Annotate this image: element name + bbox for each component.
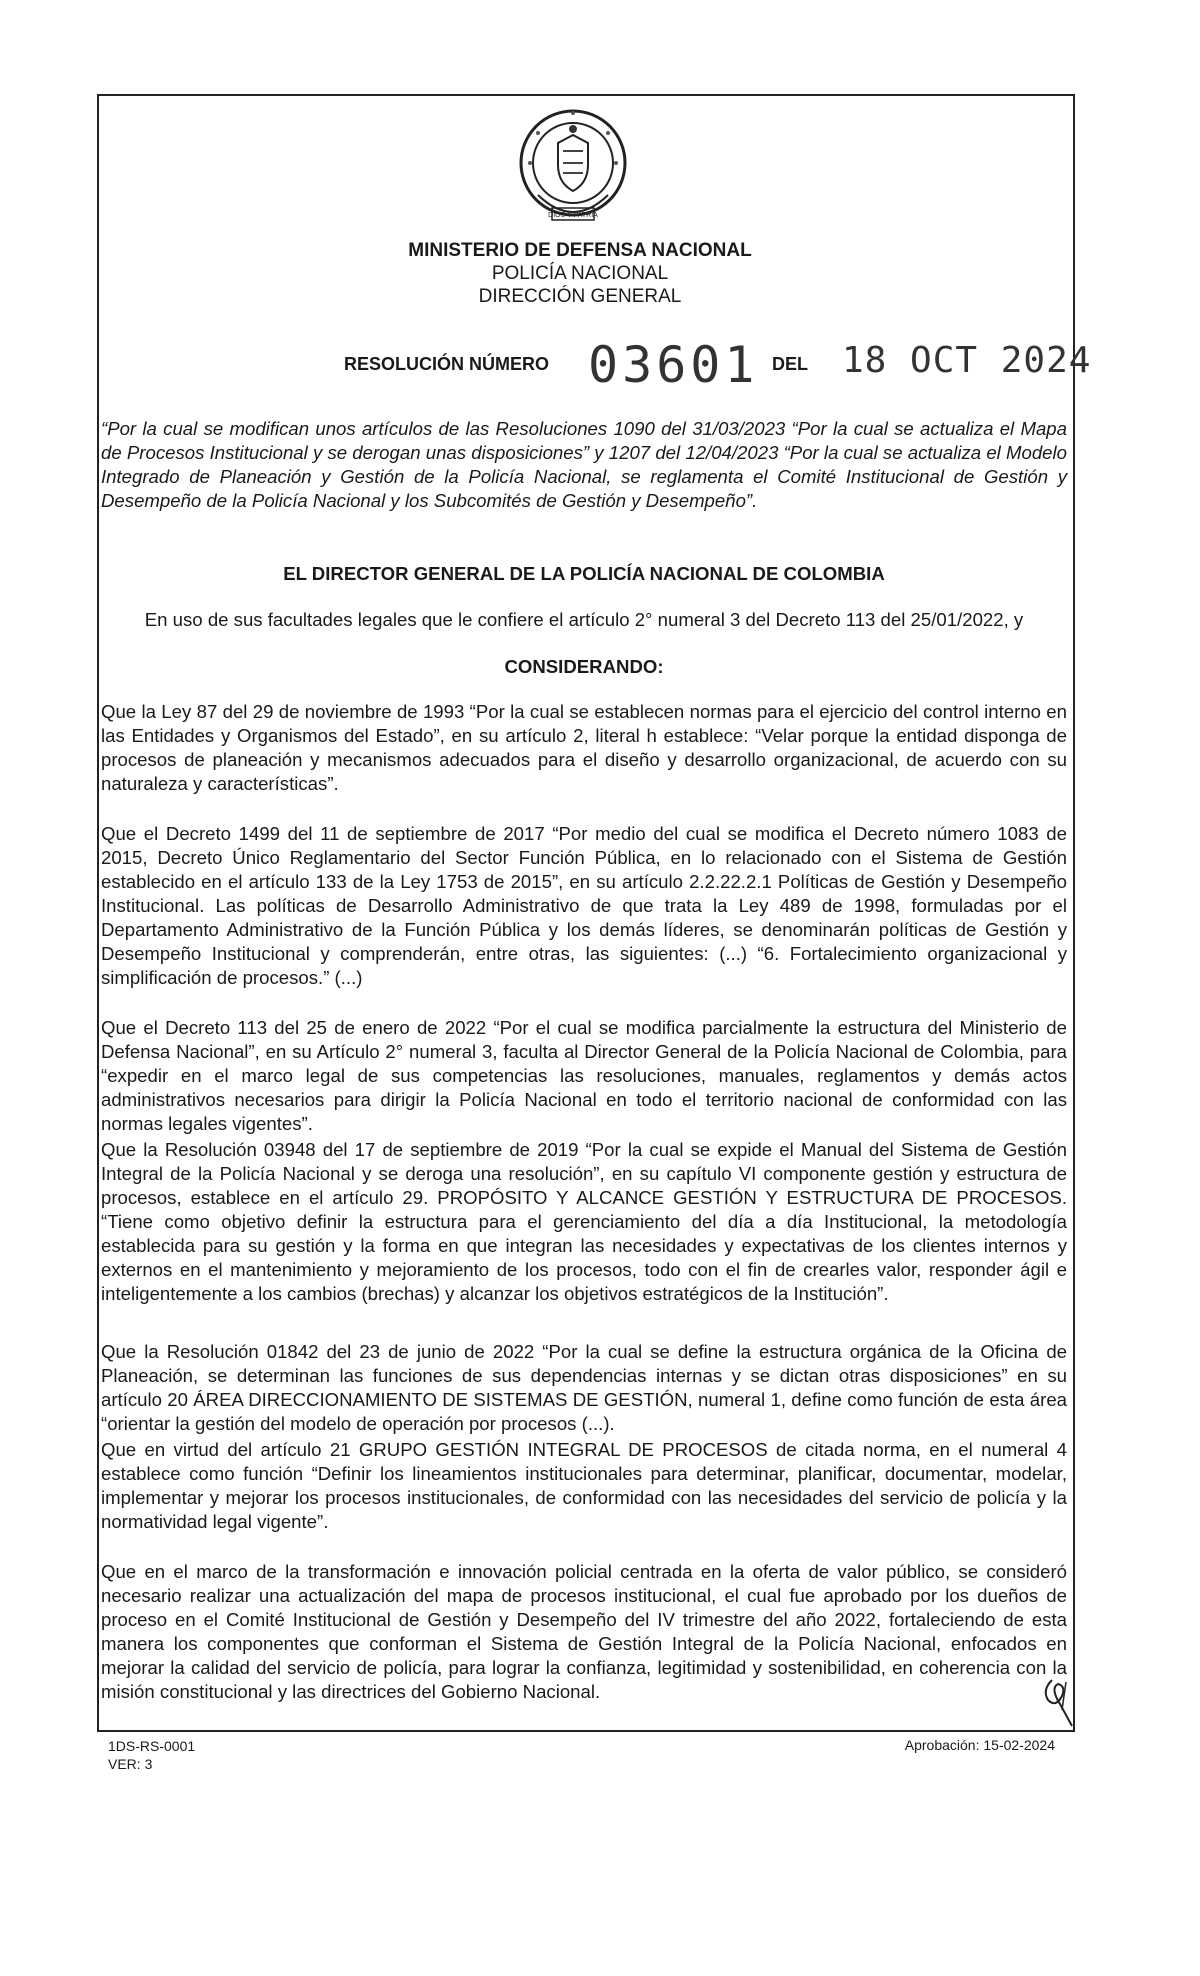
resolution-number: 03601 <box>588 336 759 394</box>
faculties-text: En uso de sus facultades legales que le confiere el artículo 2° numeral 3 del Decreto 113 del 25/01/2022, y <box>144 609 1024 630</box>
paragraph: Que la Resolución 03948 del 17 de septiembre de 2019 “Por la cual se expide el Manual del Sistema de Gestión Integral de la Policía Nacional y se deroga una resolución”, en su capítulo VI componente gestión y estructura de procesos, establece en el artículo 29. PROPÓSITO Y ALCANCE GESTIÓN Y ESTRUCTURA DE PROCESOS. “Tiene como objetivo definir la estructura para el gerenciamiento del día a día Institucional, la metodología establecida para su gestión y la forma en que integran las necesidades y expectativas de los clientes internos y externos en el mantenimiento y mejoramiento de los procesos, todo con el fin de crearles valor, responder ágil e inteligentemente a los cambios (brechas) y alcanzar los objetivos estratégicos de la Institución”. <box>101 1139 1067 1304</box>
paragraph: Que la Resolución 01842 del 23 de junio de 2022 “Por la cual se define la estructura orgánica de la Oficina de Planeación, se determinan las funciones de sus dependencias internas y se dictan otras disposiciones” en su artículo 20 ÁREA DIRECCIONAMIENTO DE SISTEMAS DE GESTIÓN, numeral 1, define como función de esta área “orientar la gestión del modelo de operación por procesos (...). <box>101 1341 1067 1434</box>
footer-code-block <box>108 1737 195 1773</box>
resolution-date: 18 OCT 2024 <box>842 340 1092 381</box>
date-label: DEL <box>772 354 808 374</box>
police-title: POLICÍA NACIONAL <box>491 263 669 284</box>
svg-text:DIOS Y PATRIA: DIOS Y PATRIA <box>548 212 598 219</box>
form-version: VER: 3 <box>108 1756 153 1772</box>
resolution-summary: “Por la cual se modifican unos artículos de las Resoluciones 1090 del 31/03/2023 “Por la cual se actualiza el Mapa de Procesos Institucional y se derogan unas disposiciones” y 1207 del 12/04/2023 “Por la cual se actualiza el Modelo Integrado de Planeación y Gestión de la Policía Nacional, se reglamenta el Comité Institucional de Gestión y Desempeño de la Policía Nacional y los Subcomités de Gestión y Desempeño”. <box>101 418 1067 511</box>
signature-initials-icon <box>1032 1660 1084 1730</box>
resolution-label: RESOLUCIÓN NÚMERO <box>344 354 550 374</box>
form-code: 1DS-RS-0001 <box>108 1738 196 1754</box>
director-title: EL DIRECTOR GENERAL DE LA POLICÍA NACIONAL DE COLOMBIA <box>283 563 885 584</box>
police-seal-icon <box>508 103 638 233</box>
ministry-title: MINISTERIO DE DEFENSA NACIONAL <box>408 240 752 261</box>
paragraph: Que el Decreto 113 del 25 de enero de 2022 “Por el cual se modifica parcialmente la estructura del Ministerio de Defensa Nacional”, en su Artículo 2° numeral 3, faculta al Director General de la Policía Nacional de Colombia, para “expedir en el marco legal de sus competencias las resoluciones, manuales, reglamentos y demás actos administrativos necesarios para dirigir la Policía Nacional en todo el territorio nacional de conformidad con las normas legales vigentes”. <box>101 1017 1067 1134</box>
resolution-line <box>0 338 1200 398</box>
directorate-title: DIRECCIÓN GENERAL <box>478 286 682 307</box>
considering-title: CONSIDERANDO: <box>504 656 664 677</box>
paragraph: Que la Ley 87 del 29 de noviembre de 1993 “Por la cual se establecen normas para el ejercicio del control interno en las Entidades y Organismos del Estado”, en su artículo 2, literal h establece: “Velar porque la entidad disponga de procesos de planeación y mecanismos adecuados para el diseño y desarrollo organizacional, de acuerdo con su naturaleza y características”. <box>101 701 1067 794</box>
paragraph: Que en el marco de la transformación e innovación policial centrada en la oferta de valor público, se consideró necesario realizar una actualización del mapa de procesos institucional, el cual fue aprobado por los dueños de proceso en el Comité Institucional de Gestión y Desempeño del IV trimestre del año 2022, fortaleciendo de esta manera los componentes que conforman el Sistema de Gestión Integral de la Policía Nacional, enfocados en mejorar la calidad del servicio de policía, para lograr la confianza, legitimidad y sostenibilidad, en coherencia con la misión constitucional y las directrices del Gobierno Nacional. <box>101 1561 1067 1702</box>
paragraph: Que en virtud del artículo 21 GRUPO GESTIÓN INTEGRAL DE PROCESOS de citada norma, en el numeral 4 establece como función “Definir los lineamientos institucionales para determinar, planificar, documentar, modelar, implementar y mejorar los procesos institucionales, de conformidad con las necesidades del servicio de policía y la normatividad legal vigente”. <box>101 1439 1067 1532</box>
approval-date: Aprobación: 15-02-2024 <box>904 1737 1055 1753</box>
paragraph: Que el Decreto 1499 del 11 de septiembre de 2017 “Por medio del cual se modifica el Decreto número 1083 de 2015, Decreto Único Reglamentario del Sector Función Pública, en lo relacionado con el Sistema de Gestión establecido en el artículo 133 de la Ley 1753 de 2015”, en su artículo 2.2.22.2.1 Políticas de Gestión y Desempeño Institucional. Las políticas de Desarrollo Administrativo de que trata la Ley 489 de 1998, formuladas por el Departamento Administrativo de la Función Pública y los demás líderes, se denominarán políticas de Gestión y Desempeño Institucional y comprenderán, entre otras, las siguientes: (...) “6. Fortalecimiento organizacional y simplificación de procesos.” (...) <box>101 823 1067 988</box>
